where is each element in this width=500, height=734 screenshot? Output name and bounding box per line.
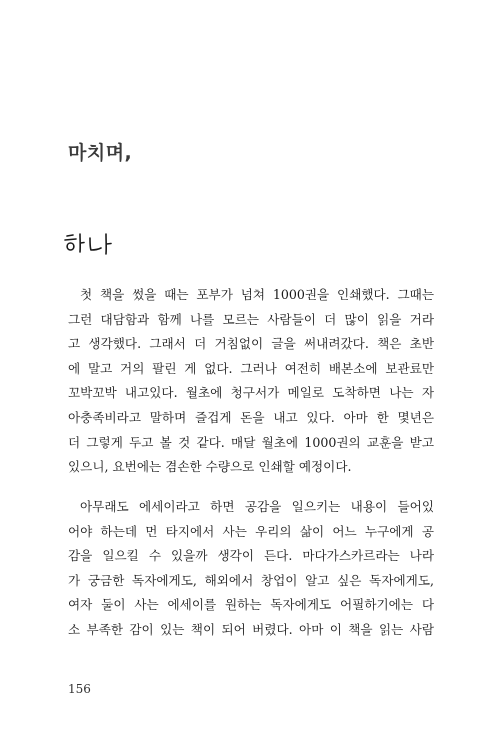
text-line: 그런 대담함과 함께 나를 모르는 사람들이 더 많이 읽을 거라 [68, 311, 434, 327]
text-line: 첫 책을 썼을 때는 포부가 넘쳐 1000권을 인쇄했다. 그때는 [80, 287, 434, 302]
text-line: 있으니, 요번에는 겸손한 수량으로 인쇄할 예정이다. [68, 459, 352, 475]
text-line: 소 부족한 감이 있는 책이 되어 버렸다. 아마 이 책을 읽는 사람 [68, 621, 434, 637]
chapter-title: 마치며, [68, 142, 133, 164]
page-number: 156 [68, 682, 91, 696]
body-paragraph-2 [68, 495, 434, 643]
text-line: 여자 둘이 사는 에세이를 원하는 독자에게도 어필하기에는 다 [68, 597, 434, 613]
text-line: 더 그렇게 두고 볼 것 같다. 매달 월초에 1000권의 교훈을 받고 [68, 434, 434, 450]
text-line: 아무래도 에세이라고 하면 공감을 일으키는 내용이 들어있 [80, 499, 434, 514]
text-line: 고 생각했다. 그래서 더 거침없이 글을 써내려갔다. 책은 초반 [68, 336, 434, 352]
text-line: 에 말고 거의 팔린 게 없다. 그러나 여전히 배본소에 보관료만 [68, 360, 434, 376]
text-line: 가 궁금한 독자에게도, 해외에서 창업이 알고 싶은 독자에게도, [68, 572, 434, 588]
handwritten-heading [63, 230, 119, 260]
text-line: 어야 하는데 먼 타지에서 사는 우리의 삶이 어느 누구에게 공 [68, 523, 434, 539]
text-line: 아충족비라고 말하며 즐겁게 돈을 내고 있다. 아마 한 몇년은 [68, 409, 434, 425]
handwritten-hana-glyph [63, 230, 119, 260]
text-line: 감을 일으킬 수 있을까 생각이 든다. 마다가스카르라는 나라 [68, 548, 434, 564]
body-paragraph-1 [68, 283, 434, 480]
text-line: 꼬박꼬박 내고있다. 월초에 청구서가 메일로 도착하면 나는 자 [68, 385, 434, 401]
